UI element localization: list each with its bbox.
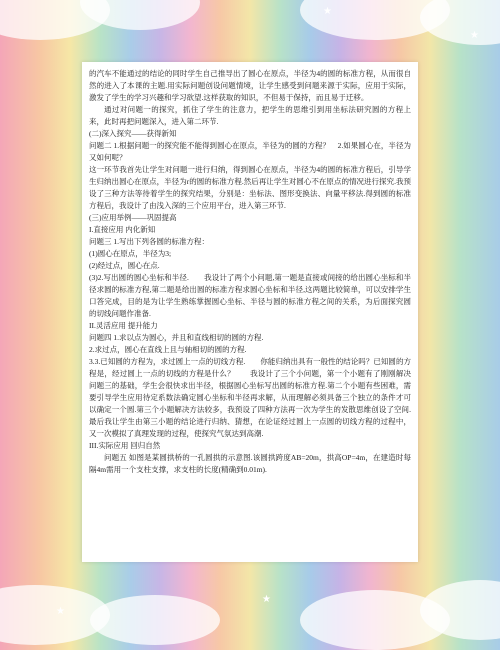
question-four: 问题四 1.求以点为圆心，并且和直线相切的圆的方程.	[89, 333, 264, 342]
question-item: (2)经过点，圆心在点.	[89, 261, 160, 270]
question-item: 2.求过点，圆心在直线上且与轴相切的圆的方程.	[89, 345, 247, 354]
question-five: 问题五 如图是某圆拱桥的一孔圆拱的示意图.该圆拱跨度AB=20m，拱高OP=4m，在建造时每隔4m需用一个支柱支撑，求支柱的长度(精确到0.01m).	[89, 453, 411, 474]
star-icon: ★	[470, 30, 479, 41]
paragraph: 这一环节我首先让学生对问题一进行归纳，得到圆心在原点，半径为4的圆的标准方程后，引导学生归纳出圆心在原点，半径为r的圆的标准方程.然后再让学生对圆心不在原点的情况进行探究.我预设了三种方法等待着学生的探究结果，分别是：坐标法、图形变换法、向量平移法.得到圆的标准方程后，我设计了由浅入深的三个应用平台，进入第三环节.	[89, 165, 411, 210]
question-three: 问题三 1.写出下列各圆的标准方程：	[89, 237, 209, 246]
subsection-heading: III.实际应用 回归自然	[89, 441, 161, 450]
star-icon: ★	[262, 594, 271, 605]
star-icon: ★	[56, 606, 65, 617]
section-heading: (二)深入探究——获得新知	[89, 129, 177, 138]
paragraph: 通过对问题一的探究，抓住了学生的注意力，把学生的思维引到用坐标法研究圆的方程上来，此时再把问题深入，进入第二环节.	[89, 105, 411, 126]
paragraph: 的汽车不能通过的结论的同时学生自己推导出了圆心在原点，半径为4的圆的标准方程，从而很自然的进入了本课的主题.用实际问题创设问题情境，让学生感受到问题来源于实际，应用于实际，激发了学生的学习兴趣和学习欲望.这样获取的知识，不但易于保持，而且易于迁移。	[89, 69, 411, 102]
subsection-heading: II.灵活应用 提升能力	[89, 321, 158, 330]
star-icon: ★	[323, 6, 332, 17]
question-item: (3)2.写出圆的圆心坐标和半径. 我设计了两个小问题,第一题是直接或间接的给出圆心坐标和半径求圆的标准方程,第二题是给出圆的标准方程求圆心坐标和半径,这两题比较简单，可以安排学生口答完成，目的是为让学生熟练掌握圆心坐标、半径与圆的标准方程之间的关系，为后面探究圆的切线问题作准备.	[89, 273, 411, 318]
section-heading: (三)应用举例——巩固提高	[89, 213, 177, 222]
document-page	[82, 62, 418, 562]
question-two: 问题二 1.根据问题一的探究能不能得到圆心在原点，半径为的圆的方程？ 2.如果圆心在，半径为又如何呢？	[89, 141, 411, 162]
subsection-heading: I.直接应用 内化新知	[89, 225, 156, 234]
question-item: (1)圆心在原点，半径为3;	[89, 249, 172, 258]
question-item: 3.3.已知圆的方程为，求过圆上一点的切线方程. 你能归纳出具有一般性的结论吗？已知圆的方程是，经过圆上一点的切线的方程是什么？ 我设计了三个小问题，第一个小题有了刚刚解决问题三的基础，学生会很快求出半径，根据圆心坐标写出圆的标准方程.第二个小题有些困难，需要引导学生应用待定系数法确定圆心坐标和半径再求解，从而理解必须具备三个独立的条件才可以确定一个圆.第三个小题解决方法较多，我预设了四种方法再一次为学生的发散思维创设了空间.最后我让学生由第三小题的结论进行归纳、猜想，在论证经过圆上一点圆的切线方程的过程中，又一次模拟了真理发现的过程，使探究气氛达到高潮.	[89, 357, 411, 438]
